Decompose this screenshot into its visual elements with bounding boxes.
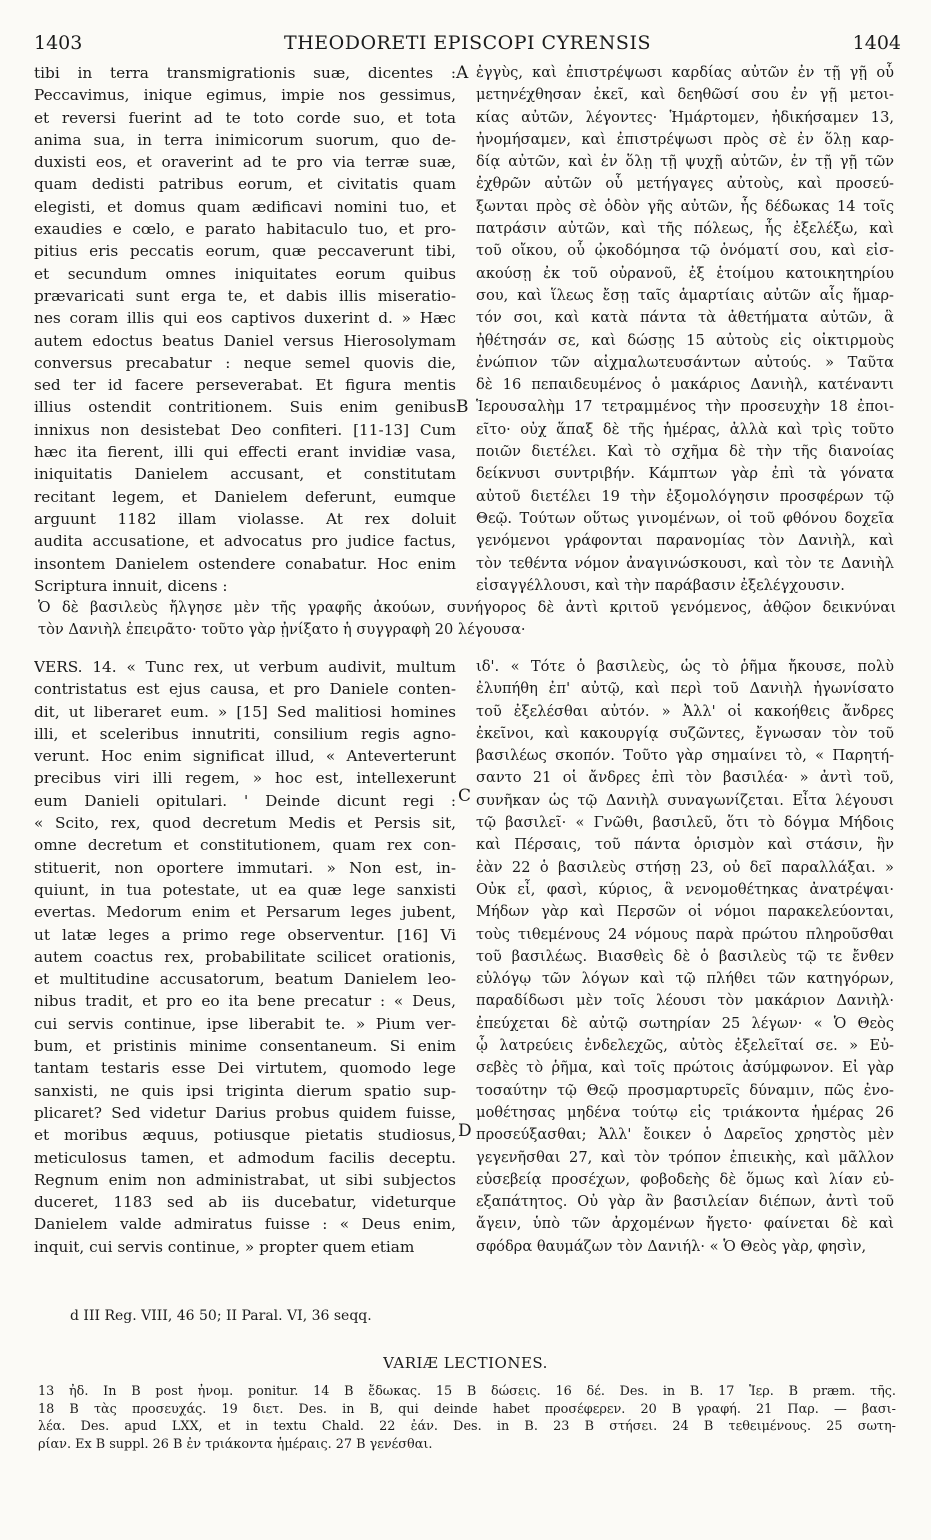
text-line: ἐνώπιον τῶν αἰχμαλωτευσάντων αὐτούς. » Ταῦτα	[476, 353, 894, 371]
text-line: ακούσῃ ἐκ τοῦ οὐρανοῦ, ἐξ ἑτοίμου κατοικητηρίου	[476, 264, 894, 282]
text-line: nes coram illis qui eos captivos duxerint d. » Hæc	[34, 309, 456, 328]
text-line: εῖτο· οὐχ ἅπαξ δὲ τῆς ἡμέρας, ἀλλὰ καὶ τρὶς τοῦτο	[476, 420, 894, 438]
text-line: ἐκεῖνοι, καὶ κακουργίᾳ συζῶντες, ἔγνωσαν τὸν τοῦ	[476, 724, 894, 742]
text-line: ᾧ λατρεύεις ἐνδελεχῶς, αὐτὸς ἐξελεῖταί σε. » Εὐ-	[476, 1037, 894, 1055]
text-line: eum Danieli opitulari. ' Deinde dicunt regi :	[34, 791, 456, 810]
text-line: illius ostendit contritionem. Suis enim genibus	[34, 398, 456, 417]
text-line: bum, et pristinis minime consentaneum. Si enim	[34, 1037, 456, 1056]
variant-reading-line: λέα. Des. apud LXX, et in textu Chald. 22 ἐάν. Des. in B. 23 B στήσει. 24 B τεθειμένους. 25 σωτη-	[38, 1419, 896, 1434]
text-line: evertas. Medorum enim et Persarum leges jubent,	[34, 903, 456, 922]
text-line: arguunt 1182 illam violasse. At rex doluit	[34, 509, 456, 528]
text-line: μοθέτησας μηδένα τούτῳ εἰς τριάκοντα ἡμέρας 26	[476, 1103, 894, 1121]
text-line: ξωνται πρὸς σὲ ὁδὸν γῆς αὐτῶν, ἧς δέδωκας 14 τοῖς	[476, 197, 894, 215]
text-line: conversus precabatur : neque semel quovis die,	[34, 353, 456, 372]
text-line: recitant legem, et Danielem deferunt, eumque	[34, 487, 456, 506]
text-line: meticulosus tamen, et admodum facilis deceptu.	[34, 1148, 456, 1167]
text-line: et secundum omnes iniquitates eorum quibus	[34, 264, 456, 283]
text-line: καὶ Πέρσαις, τοῦ πάντα ὁρισμὸν καὶ στάσιν, ἣν	[476, 836, 894, 854]
variant-reading-line: ρίαν. Ex B suppl. 26 B ἐν τριάκοντα ἡμέραις. 27 B γενέσθαι.	[38, 1436, 433, 1452]
text-line: elegisti, et domus quam ædificavi nomini tuo, et	[34, 197, 456, 216]
running-title: THEODORETI EPISCOPI CYRENSIS	[284, 32, 651, 54]
text-line: ἐπεύχεται δὲ αὐτῷ σωτηρίαν 25 λέγων· « Ὁ Θεὸς	[476, 1014, 894, 1032]
text-line: δίᾳ αὐτῶν, καὶ ἐν ὅλῃ τῇ ψυχῇ αὐτῶν, ἐν τῇ γῇ τῶν	[476, 153, 894, 171]
text-line: hæc ita fierent, illi qui effecti erant invidiæ vasa,	[34, 443, 456, 462]
variant-reading-line: 13 ἠδ. In B post ἠνομ. ponitur. 14 B ἔδωκας. 15 B δώσεις. 16 δέ. Des. in B. 17 Ἱερ. B præm. τῆς.	[38, 1384, 896, 1399]
text-line: πατράσιν αὐτῶν, καὶ τῆς πόλεως, ἧς ἐξελέξω, καὶ	[476, 220, 894, 238]
text-line: Danielem valde admiratus fuisse : « Deus enim,	[34, 1215, 456, 1234]
page-number-left: 1403	[34, 32, 83, 54]
text-line: τὸν τεθέντα νόμον ἀναγινώσκουσι, καὶ τὸν τε Δανιὴλ	[476, 554, 894, 572]
text-line: Οὐκ εἶ, φασὶ, κύριος, ἃ νενομοθέτηκας ἀνατρέψαι·	[476, 880, 894, 898]
text-line: κίας αὐτῶν, λέγοντες· Ἡμάρτομεν, ἠδικήσαμεν 13,	[476, 108, 894, 126]
text-line: insontem Danielem ostendere conabatur. Hoc enim	[34, 554, 456, 573]
text-line: et moribus æquus, potiusque pietatis studiosus,	[34, 1126, 456, 1145]
text-line: ἐχθρῶν αὐτῶν οὗ μετήγαγες αὐτοὺς, καὶ προσεύ-	[476, 175, 894, 193]
variant-reading-line: 18 B τὰς προσευχάς. 19 διετ. Des. in B, qui deinde habet προσέφερεν. 20 B γραφή. 21 Παρ. — βασι-	[38, 1401, 896, 1417]
text-line: autem edoctus beatus Daniel versus Hierosolymam	[34, 331, 456, 350]
text-line: quiunt, in tua potestate, ut ea quæ lege sanxisti	[34, 880, 456, 899]
margin-letter-b: B	[456, 397, 469, 417]
text-line: τοσαύτην τῷ Θεῷ προσμαρτυρεῖς δύναμιν, πῶς ἐνο-	[476, 1081, 894, 1099]
text-line: τῷ βασιλεῖ· « Γνῶθι, βασιλεῦ, ὅτι τὸ δόγμα Μήδοις	[476, 814, 894, 832]
text-line: ἐλυπήθη ἐπ' αὐτῷ, καὶ περὶ τοῦ Δανιὴλ ἠγωνίσατο	[476, 680, 894, 698]
text-line: et reversi fuerint ad te toto corde suo, et tota	[34, 108, 456, 127]
latin-column-bottom	[34, 656, 456, 1258]
text-line: δείκνυσι συντριβήν. Κάμπτων γὰρ ἐπὶ τὰ γόνατα	[476, 465, 894, 483]
text-line: γενόμενοι γράφονται παρανομίας τὸν Δανιὴλ, καὶ	[476, 532, 894, 550]
text-line: Scriptura innuit, dicens :	[34, 576, 228, 595]
text-line: iniquitatis Danielem accusant, et constitutam	[34, 465, 456, 484]
text-line: τοῦ ἐξελέσθαι αὐτόν. » Ἀλλ' οἱ κακοήθεις ἄνδρες	[476, 702, 894, 720]
text-line: μετηνέχθησαν ἐκεῖ, καὶ δεηθῶσί σου ἐν γῇ μετοι-	[476, 86, 894, 104]
margin-letter-c: C	[458, 786, 472, 806]
text-line: σαντο 21 οἱ ἄνδρες ἐπὶ τὸν βασιλέα· » ἀντὶ τοῦ,	[476, 769, 894, 787]
page-header	[34, 32, 901, 56]
text-line: duxisti eos, et oraverint ad te pro via terræ suæ,	[34, 153, 456, 172]
text-line: βασιλέως σκοπόν. Τοῦτο γὰρ σημαίνει τὸ, « Παρητή-	[476, 747, 894, 765]
text-line: quam dedisti patribus eorum, et civitatis quam	[34, 175, 456, 194]
text-line: duceret, 1183 sed ab iis ducebatur, videturque	[34, 1193, 456, 1212]
text-line: inquit, cui servis continue, » propter quem etiam	[34, 1237, 415, 1256]
text-line: προσεύξασθαι; Ἀλλ' ἔοικεν ὁ Δαρεῖος χρηστὸς μὲν	[476, 1126, 894, 1144]
text-line: omne decretum et constitutionem, quam rex con-	[34, 836, 456, 855]
text-line: ιδ'. « Τότε ὁ βασιλεὺς, ὡς τὸ ῥῆμα ἤκουσε, πολὺ	[476, 658, 894, 675]
text-line: VERS. 14. « Tunc rex, ut verbum audivit, multum	[34, 658, 456, 676]
text-line: τοῦ βασιλέως. Βιασθεὶς δὲ ὁ βασιλεὺς τῷ τε ἔνθεν	[476, 947, 894, 965]
text-line: ἄγειν, ὑπὸ τῶν ἀρχομένων ἤγετο· φαίνεται δὲ καὶ	[476, 1215, 894, 1233]
text-line: ἠνομήσαμεν, καὶ ἐπιστρέψωσι πρὸς σὲ ἐν ὅλῃ καρ-	[476, 130, 894, 148]
text-line: ἐγγὺς, καὶ ἐπιστρέψωσι καρδίας αὐτῶν ἐν τῇ γῇ οὗ	[476, 64, 894, 81]
text-line: Peccavimus, inique egimus, impie nos gessimus,	[34, 86, 456, 105]
text-line: γεγενῆσθαι 27, καὶ τὸν τρόπον ἐπιεικὴς, καὶ μᾶλλον	[476, 1148, 894, 1166]
text-line: exaudies e cœlo, e parato habitaculo tuo, et pro-	[34, 220, 456, 239]
text-line: sanxisti, ne quis ipsi triginta dierum spatio sup-	[34, 1081, 456, 1100]
text-line: παραδίδωσι μὲν τοῖς λέουσι τὸν μακάριον Δανιὴλ·	[476, 992, 894, 1010]
text-line: τοὺς τιθεμένους 24 νόμους παρὰ πρώτου πληροῦσθαι	[476, 925, 894, 943]
text-line: Θεῷ. Τούτων οὕτως γινομένων, οἱ τοῦ φθόνου δοχεῖα	[476, 509, 894, 527]
text-line: ἐὰν 22 ὁ βασιλεὺς στήσῃ 23, οὐ δεῖ παραλλάξαι. »	[476, 858, 894, 876]
text-line: τοῦ οἴκου, οὗ ᾠκοδόμησα τῷ ὀνόματί σου, καὶ εἰσ-	[476, 242, 894, 260]
variae-lectiones-title: VARIÆ LECTIONES.	[383, 1354, 548, 1372]
text-line: σεβὲς τὸ ῥῆμα, καὶ τοῖς πρώτοις ἀσύμφωνον. Εἰ γὰρ	[476, 1059, 894, 1077]
text-line: innixus non desistebat Deo confiteri. [11-13] Cum	[34, 420, 456, 439]
text-line: συνῆκαν ὡς τῷ Δανιὴλ συναγωνίζεται. Εἶτα λέγουσι	[476, 791, 894, 809]
text-line: εὐσεβείᾳ προσέχων, φοβοδεὴς δὲ ὅμως καὶ λίαν εὐ-	[476, 1170, 894, 1188]
text-line: δὲ 16 πεπαιδευμένος ὁ μακάριος Δανιὴλ, κατέναντι	[476, 376, 894, 394]
text-line: ποιῶν διετέλει. Καὶ τὸ σχῆμα δὲ τὴν τῆς διανοίας	[476, 443, 894, 461]
text-line: Ὁ δὲ βασιλεὺς ἤλγησε μὲν τῆς γραφῆς ἀκούων, συνήγορος δὲ ἀντὶ κριτοῦ γενόμενος, ἀθῷον δεικνύναι	[38, 599, 896, 616]
text-line: « Scito, rex, quod decretum Medis et Persis sit,	[34, 814, 456, 833]
text-line: verunt. Hoc enim significat illud, « Anteverterunt	[34, 747, 456, 766]
text-line: τόν σοι, καὶ κατὰ πάντα τὰ ἀθετήματα αὐτῶν, ἃ	[476, 309, 894, 327]
text-line: εὐλόγῳ τῶν λόγων καὶ τῷ πλήθει τῶν κατηγόρων,	[476, 970, 894, 988]
text-line: tibi in terra transmigrationis suæ, dicentes :	[34, 64, 456, 82]
text-line: stituerit, non oportere immutari. » Non est, in-	[34, 858, 456, 877]
text-line: αὐτοῦ διετέλει 19 τὴν ἐξομολόγησιν προσφέρων τῷ	[476, 487, 894, 505]
variae-lectiones	[38, 1383, 896, 1453]
greek-full-width-passage	[38, 597, 896, 642]
text-line: εξαπάτητος. Οὐ γὰρ ἂν βασιλείαν διέπων, ἀντὶ τοῦ	[476, 1193, 894, 1211]
text-line: σφόδρα θαυμάζων τὸν Δανιήλ· « Ὁ Θεὸς γὰρ, φησὶν,	[476, 1237, 867, 1255]
text-line: tantam testaris esse Dei virtutem, quomodo lege	[34, 1059, 456, 1078]
text-line: contristatus est ejus causa, et pro Daniele conten-	[34, 680, 456, 699]
footnote: d III Reg. VIII, 46 50; II Paral. VI, 36 seqq.	[70, 1308, 372, 1324]
text-line: nibus tradit, et pro eo ita bene precatur : « Deus,	[34, 992, 456, 1011]
greek-column-top	[476, 62, 894, 597]
text-line: pitius eris peccatis eorum, quæ peccaverunt tibi,	[34, 242, 456, 261]
text-line: Ἱερουσαλὴμ 17 τετραμμένος τὴν προσευχὴν 18 ἐποι-	[476, 398, 894, 416]
greek-column-bottom	[476, 656, 894, 1258]
text-line: σου, καὶ ἵλεως ἔσῃ ταῖς ἁμαρτίαις αὐτῶν αἷς ἥμαρ-	[476, 286, 894, 304]
latin-column-top	[34, 62, 456, 597]
margin-letter-d: D	[458, 1121, 472, 1141]
text-line: Regnum enim non administrabat, ut sibi subjectos	[34, 1170, 456, 1189]
text-line: ut latæ leges a primo rege observentur. [16] Vi	[34, 925, 456, 944]
text-line: anima sua, in terra inimicorum suorum, quo de-	[34, 130, 456, 149]
text-line: precibus viri illi regem, » hoc est, intellexerunt	[34, 769, 456, 788]
text-line: ἠθέτησάν σε, καὶ δώσῃς 15 αὐτοὺς εἰς οἰκτιρμοὺς	[476, 331, 894, 349]
margin-letter-a: A	[456, 63, 469, 83]
page-number-right: 1404	[852, 32, 901, 54]
text-line: cui servis continue, ipse liberabit te. » Pium ver-	[34, 1014, 456, 1033]
text-line: plicaret? Sed videtur Darius probus quidem fuisse,	[34, 1103, 456, 1122]
text-line: Μήδων γὰρ καὶ Περσῶν οἱ νόμοι παρακελεύονται,	[476, 903, 894, 921]
text-line: illi, et sceleribus innutriti, consilium regis agno-	[34, 724, 456, 743]
text-line: audita accusatione, et advocatus pro judice factus,	[34, 532, 456, 551]
text-line: autem coactus rex, probabilitate scilicet orationis,	[34, 947, 456, 966]
text-line: sed ter id facere perseverabat. Et figura mentis	[34, 376, 456, 395]
text-line: dit, ut liberaret eum. » [15] Sed malitiosi homines	[34, 702, 456, 721]
text-line: prævaricati sunt erga te, et dabis illis miseratio-	[34, 286, 456, 305]
text-line: τὸν Δανιὴλ ἐπειρᾶτο· τοῦτο γὰρ ᾐνίξατο ἡ συγγραφὴ 20 λέγουσα·	[38, 621, 526, 639]
text-line: εἰσαγγέλλουσι, καὶ τὴν παράβασιν ἐξελέγχουσιν.	[476, 576, 845, 594]
text-line: et multitudine accusatorum, beatum Danielem leo-	[34, 970, 456, 989]
